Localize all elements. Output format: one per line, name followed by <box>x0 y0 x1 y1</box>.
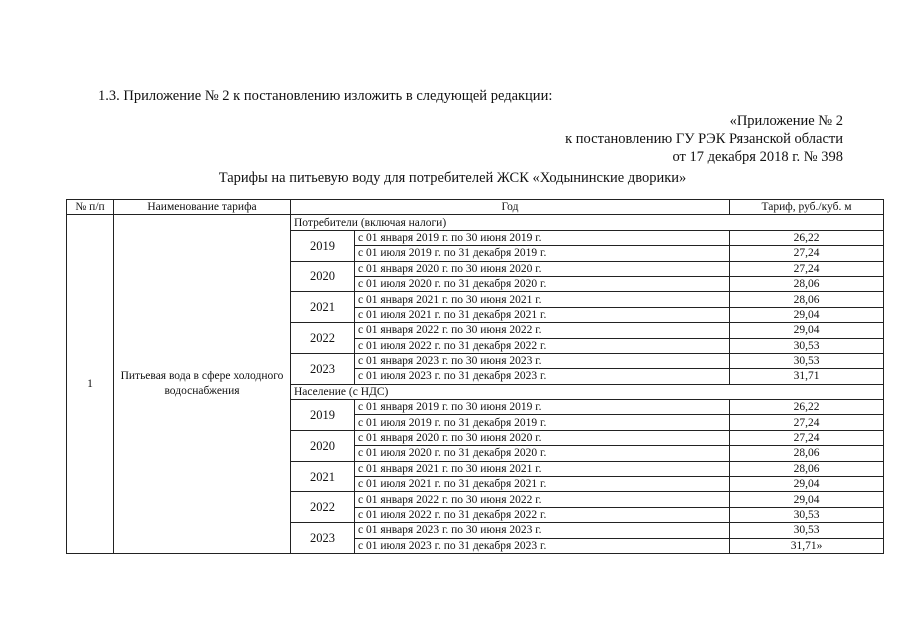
year-cell: 2022 <box>291 323 355 354</box>
intro-paragraph: 1.3. Приложение № 2 к постановлению изложить в следующей редакции: <box>98 88 553 104</box>
period-cell: с 01 июля 2023 г. по 31 декабря 2023 г. <box>355 538 730 553</box>
period-cell: с 01 июля 2019 г. по 31 декабря 2019 г. <box>355 415 730 430</box>
period-cell: с 01 января 2019 г. по 30 июня 2019 г. <box>355 400 730 415</box>
header-tariff-name: Наименование тарифа <box>114 200 291 215</box>
year-cell: 2021 <box>291 292 355 323</box>
period-cell: с 01 июля 2020 г. по 31 декабря 2020 г. <box>355 276 730 291</box>
tariff-value: 27,24 <box>730 261 884 276</box>
tariff-value: 27,24 <box>730 415 884 430</box>
period-cell: с 01 июля 2022 г. по 31 декабря 2022 г. <box>355 507 730 522</box>
period-cell: с 01 января 2020 г. по 30 июня 2020 г. <box>355 430 730 445</box>
tariff-value: 30,53 <box>730 353 884 368</box>
period-cell: с 01 июля 2019 г. по 31 декабря 2019 г. <box>355 246 730 261</box>
tariff-value: 29,04 <box>730 492 884 507</box>
group-row <box>67 215 884 230</box>
tariff-value: 27,24 <box>730 246 884 261</box>
period-cell: с 01 июля 2021 г. по 31 декабря 2021 г. <box>355 477 730 492</box>
year-cell: 2022 <box>291 492 355 523</box>
period-cell: с 01 июля 2022 г. по 31 декабря 2022 г. <box>355 338 730 353</box>
tariff-value: 30,53 <box>730 338 884 353</box>
tariff-value: 28,06 <box>730 292 884 307</box>
tariff-value: 29,04 <box>730 323 884 338</box>
year-cell: 2020 <box>291 430 355 461</box>
tariff-value: 30,53 <box>730 507 884 522</box>
tariff-value: 31,71 <box>730 369 884 384</box>
period-cell: с 01 января 2022 г. по 30 июня 2022 г. <box>355 492 730 507</box>
tariff-name: Питьевая вода в сфере холодного водоснабжения <box>114 215 291 554</box>
year-cell: 2019 <box>291 400 355 431</box>
tariff-value: 28,06 <box>730 446 884 461</box>
header-tariff: Тариф, руб./куб. м <box>730 200 884 215</box>
period-cell: с 01 января 2022 г. по 30 июня 2022 г. <box>355 323 730 338</box>
header-number: № п/п <box>67 200 114 215</box>
appendix-reference <box>565 112 843 166</box>
header-year: Год <box>291 200 730 215</box>
table-header-row <box>67 200 884 215</box>
year-cell: 2020 <box>291 261 355 292</box>
period-cell: с 01 января 2021 г. по 30 июня 2021 г. <box>355 292 730 307</box>
tariff-value: 26,22 <box>730 230 884 245</box>
row-number: 1 <box>67 215 114 554</box>
period-cell: с 01 июля 2021 г. по 31 декабря 2021 г. <box>355 307 730 322</box>
tariff-value: 26,22 <box>730 400 884 415</box>
year-cell: 2021 <box>291 461 355 492</box>
tariff-value: 29,04 <box>730 307 884 322</box>
table-body <box>67 215 884 554</box>
period-cell: с 01 января 2020 г. по 30 июня 2020 г. <box>355 261 730 276</box>
period-cell: с 01 января 2019 г. по 30 июня 2019 г. <box>355 230 730 245</box>
tariff-value: 30,53 <box>730 523 884 538</box>
tariff-value: 31,71» <box>730 538 884 553</box>
year-cell: 2023 <box>291 353 355 384</box>
tariff-value: 27,24 <box>730 430 884 445</box>
tariff-table <box>66 199 884 554</box>
period-cell: с 01 января 2023 г. по 30 июня 2023 г. <box>355 353 730 368</box>
appendix-line-3: от 17 декабря 2018 г. № 398 <box>672 149 843 165</box>
group-label: Население (с НДС) <box>291 384 884 399</box>
tariff-value: 29,04 <box>730 477 884 492</box>
period-cell: с 01 января 2021 г. по 30 июня 2021 г. <box>355 461 730 476</box>
table-title: Тарифы на питьевую воду для потребителей ЖСК «Ходынинские дворики» <box>218 170 687 186</box>
year-cell: 2023 <box>291 523 355 554</box>
appendix-line-2: к постановлению ГУ РЭК Рязанской области <box>565 131 843 147</box>
appendix-line-1: «Приложение № 2 <box>729 113 843 129</box>
tariff-value: 28,06 <box>730 276 884 291</box>
year-cell: 2019 <box>291 230 355 261</box>
group-label: Потребители (включая налоги) <box>291 215 884 230</box>
tariff-value: 28,06 <box>730 461 884 476</box>
period-cell: с 01 июля 2020 г. по 31 декабря 2020 г. <box>355 446 730 461</box>
period-cell: с 01 июля 2023 г. по 31 декабря 2023 г. <box>355 369 730 384</box>
period-cell: с 01 января 2023 г. по 30 июня 2023 г. <box>355 523 730 538</box>
